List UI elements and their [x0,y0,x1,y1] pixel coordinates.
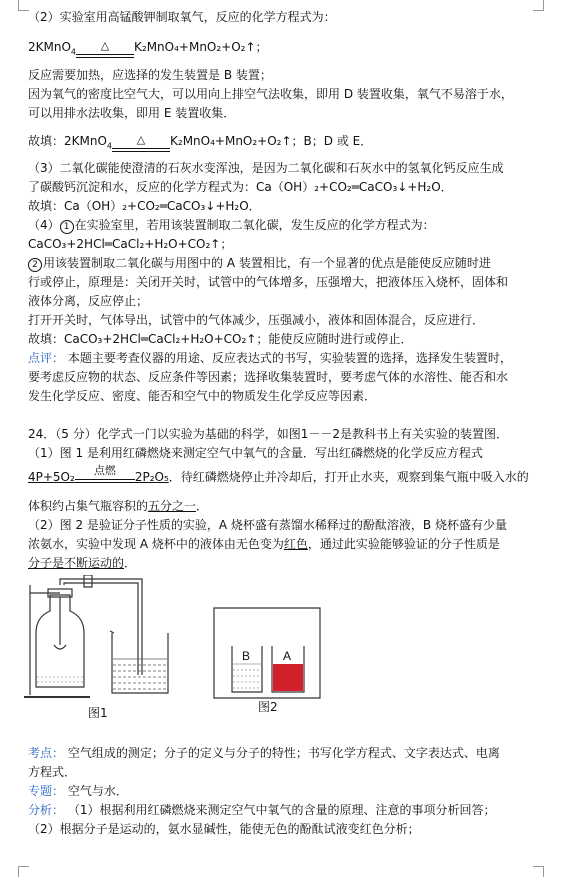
circled-number: 2 [28,258,42,272]
equation-kmno4: 2KMnO$_4$ △ K₂MnO₄+MnO₂+O₂↑； [28,40,268,59]
text-line: （2）根据分子是运动的，氨水显碱性，能使无色的酚酞试液变红色分析； [28,822,420,836]
answer-line: 故填：2KMnO$_4$ △ K₂MnO₄+MnO₂+O₂↑；B；D 或 E． [28,134,372,153]
text-line: 打开开关时，气体导出，试管中的气体减少，压强减小，液体和固体混合，反应进行． [28,313,485,327]
equation-phosphorus: 4P+5O₂ 点燃 2P₂O₅．待红磷燃烧停止并冷却后，打开止水夹，观察到集气瓶中吸入水的 [28,464,529,484]
text-line: 反应需要加热，应选择的发生装置是 B 装置； [28,68,272,82]
text-line: （1）图 1 是利用红磷燃烧来测定空气中氧气的含量．写出红磷燃烧的化学反应方程式 [28,446,483,460]
text-line: 液体分离，反应停止； [28,294,149,308]
answer-fill: 红色 [283,537,308,551]
figure-2-caption: 图2 [258,700,278,714]
text-line: （2）实验室用高锰酸钾制取氧气，反应的化学方程式为： [28,10,336,24]
text-line: CaCO₃+2HCl═CaCl₂+H₂O+CO₂↑； [28,237,233,251]
text-line: 故填：Ca（OH）₂+CO₂═CaCO₃↓+H₂O． [28,199,261,213]
figure-1-caption: 图1 [88,706,108,720]
heat-condition: △ [112,139,170,153]
circled-number: 1 [60,220,74,234]
text-line: 方程式． [28,765,77,779]
analysis-line: 分析： （1）根据利用红磷燃烧来测定空气中氧气的含量的原理、注意的事项分析回答； [28,803,496,817]
beaker-a-label: A [283,649,292,663]
analysis-line: 考点： 空气组成的测定；分子的定义与分子的特性；书写化学方程式、文字表达式、电离 [28,746,500,760]
text-line: 可以用排水法收集，即用 E 装置收集． [28,106,236,120]
question-title: 24．（5 分）化学式一门以实验为基础的科学，如图1－－2是教科书上有关实验的装置图． [28,427,508,441]
text-line: （2）图 2 是验证分子性质的实验，A 烧杯盛有蒸馏水稀释过的酚酞溶液，B 烧杯盛有少量 [28,518,507,532]
text-line: （3）二氧化碳能使澄清的石灰水变浑浊，是因为二氧化碳和石灰水中的氢氧化钙反应生成 [28,161,504,175]
text-line: （4） 1 在实验室里，若用该装置制取二氧化碳，发生反应的化学方程式为： [28,218,435,232]
analysis-line: 专题： 空气与水． [28,784,128,798]
text-line: 因为氧气的密度比空气大，可以用向上排空气法收集，即用 D 装置收集，氧气不易溶于水， [28,87,513,101]
equation-left: 2KMnO [28,40,71,54]
kaodian-tag: 考点： [28,746,65,760]
text-line: 浓氨水，实验中发现 A 烧杯中的液体由无色变为红色，通过此实验能够验证的分子性质是 [28,537,500,551]
text-line: 行或停止，原理是：关闭开关时，试管中的气体增多，压强增大，把液体压入烧杯，固体和 [28,275,509,289]
text-line: 了碳酸钙沉淀和水，反应的化学方程式为：Ca（OH）₂+CO₂═CaCO₃↓+H₂O． [28,180,453,194]
corner-mark-bottom-left [18,866,29,877]
text-line: 故填：CaCO₃+2HCl═CaCl₂+H₂O+CO₂↑；能使反应随时进行或停止． [28,332,413,346]
fenxi-tag: 分析： [28,803,65,817]
text-line: 发生化学反应、密度、能否和空气中的物质发生化学反应等因素． [28,389,377,403]
figure-1-apparatus [20,575,190,705]
text-line: 2 用该装置制取二氧化碳与用图中的 A 装置相比，有一个显著的优点是能使反应随时进 [28,256,491,272]
corner-mark-bottom-right [533,866,544,877]
heat-condition: △ [76,45,134,59]
ignite-condition: 点燃 [75,470,135,484]
text-line: 分子是不断运动的． [28,556,137,570]
answer-fill: 五分之一 [148,499,197,513]
corner-mark-top-right [533,0,544,11]
text-line: 体积约占集气瓶容积的五分之一． [28,499,209,513]
comment-line: 点评： 本题主要考查仪器的用途、反应表达式的书写，实验装置的选择，选择发生装置时， [28,351,512,365]
answer-fill: 分子是不断运动的 [28,556,125,570]
equation-right: K₂MnO₄+MnO₂+O₂↑； [134,40,268,54]
zhuanti-tag: 专题： [28,784,65,798]
beaker-b-label: B [242,649,251,663]
text-line: 要考虑反应物的状态、反应条件等因素；选择收集装置时，要考虑气体的水溶性、能否和水 [28,370,509,384]
figure-2-apparatus [212,602,324,700]
comment-tag: 点评： [28,351,65,365]
